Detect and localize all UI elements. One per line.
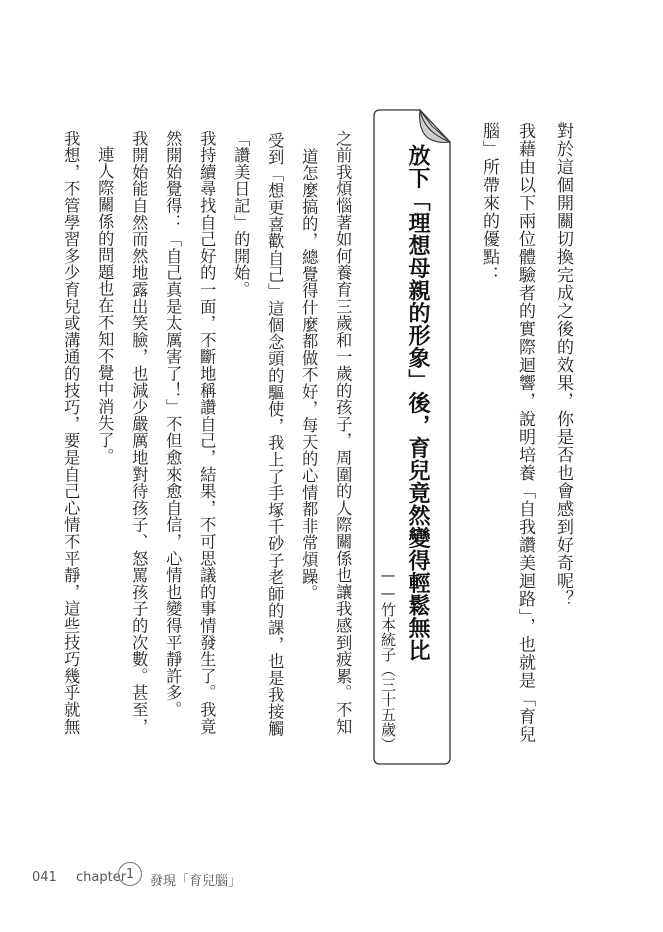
section-byline: ——竹本統子（三十五歲） (379, 566, 397, 752)
body-line-5: 我持續尋找自己好的一面，不斷地稱讚自己，結果，不可思議的事情發生了。我竟 (197, 130, 217, 735)
intro-line-2: 我藉由以下兩位體驗者的實際迴響，說明培養「自我讚美迴路」，也就是「育兒 (515, 122, 535, 744)
intro-line-3: 腦」所帶來的優點： (479, 122, 499, 284)
heading-box (372, 108, 452, 766)
chapter-number-badge: 1 (118, 862, 142, 886)
intro-line-1: 對於這個開關切換完成之後的效果，你是否也會感到好奇呢？ (553, 122, 573, 608)
chapter-label: chapter (76, 870, 127, 885)
page-footer (0, 858, 663, 898)
section-heading: 放下「理想母親的形象」後，育兒竟然變得輕鬆無比 (405, 144, 430, 662)
body-line-1: 之前我煩惱著如何養育三歲和一歲的孩子，周圍的人際關係也讓我感到疲累。不知 (333, 130, 353, 735)
body-line-7: 我開始能自然而然地露出笑臉，也減少嚴厲地對待孩子、怒罵孩子的次數。甚至， (129, 130, 149, 735)
body-line-3: 受到「想更喜歡自己」這個念頭的驅使，我上了手塚千砂子老師的課，也是我接觸 (265, 132, 285, 737)
body-line-9: 我想，不管學習多少育兒或溝通的技巧，要是自己心情不平靜，這些技巧幾乎就無 (61, 130, 81, 735)
body-line-8: 連人際關係的問題也在不知不覺中消失了。 (95, 146, 115, 466)
body-line-4: 「讚美日記」的開始。 (231, 130, 251, 298)
body-line-6: 然開始覺得：「自己真是太厲害了！」不但愈來愈自信，心情也變得平靜許多。 (163, 130, 183, 718)
body-line-2: 道怎麼搞的，總覺得什麼都做不好，每天的心情都非常煩躁。 (299, 148, 319, 602)
page-number: 041 (32, 870, 57, 885)
chapter-title: 發現「育兒腦」 (150, 874, 242, 889)
